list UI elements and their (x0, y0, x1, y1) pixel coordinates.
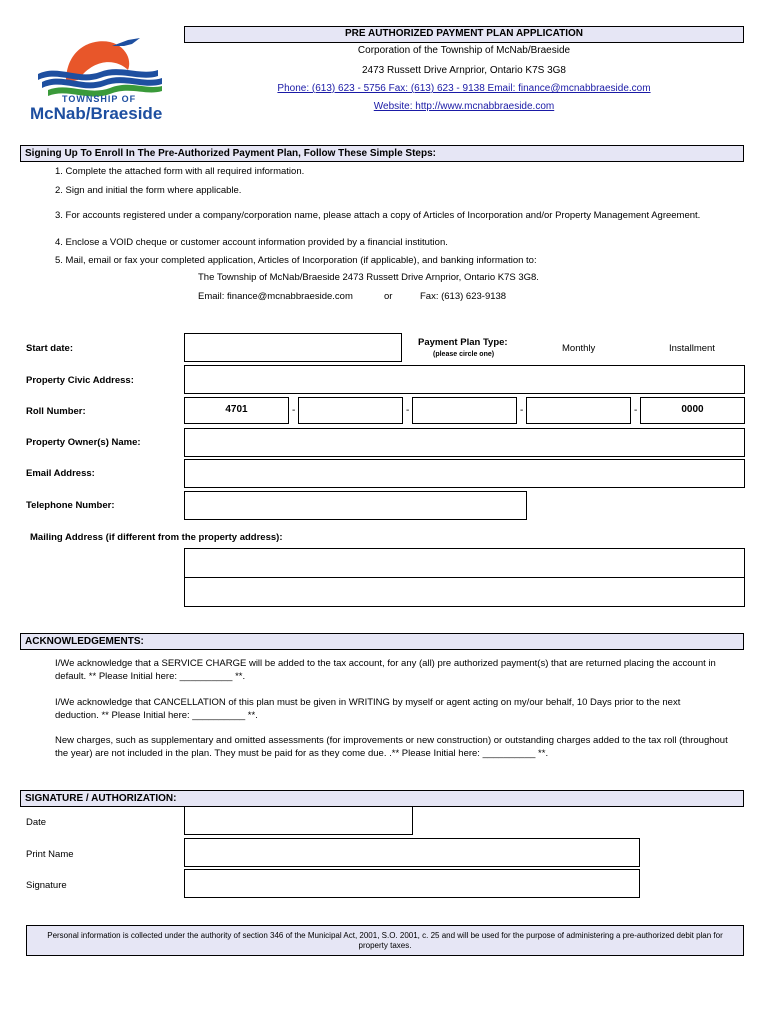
signature-title: SIGNATURE / AUTHORIZATION: (25, 793, 177, 804)
header-block (184, 26, 744, 126)
plan-type-hint: (please circle one) (433, 351, 495, 358)
sign-date-field[interactable] (184, 806, 413, 835)
logo-line1: TOWNSHIP OF (62, 94, 137, 104)
start-date-label: Start date: (26, 343, 73, 354)
roll-number-part-5-value: 0000 (681, 404, 704, 415)
mail-to-email: Email: finance@mcnabbraeside.com (198, 291, 353, 302)
owner-name-label: Property Owner(s) Name: (26, 437, 141, 448)
civic-address-label: Property Civic Address: (26, 375, 134, 386)
page-title: PRE AUTHORIZED PAYMENT PLAN APPLICATION (345, 28, 583, 39)
mail-to-fax: Fax: (613) 623-9138 (420, 291, 507, 302)
email-field[interactable] (184, 459, 745, 488)
phone-label: Telephone Number: (26, 500, 115, 511)
ack-service-charge: I/We acknowledge that a SERVICE CHARGE will be added to the tax account, for any (all) pre authorized payment(s) that are returned placing the account in default. ** Please Initial here: __________ **. (55, 658, 716, 682)
owner-name-field[interactable] (184, 428, 745, 457)
township-logo (28, 30, 180, 122)
header-website-link[interactable]: Website: http://www.mcnabbraeside.com (373, 101, 555, 112)
ack-new-charges: New charges, such as supplementary and omitted assessments (for improvements or new construction) or outstanding charges added to the tax roll (throughout the year) are not included in the plan. They must be paid for as they come due. .** Please Initial here: __________ **. (55, 735, 728, 759)
roll-sep-3: - (520, 405, 524, 416)
plan-option-installment[interactable]: Installment (669, 343, 715, 354)
header-org: Corporation of the Township of McNab/Braeside (357, 45, 571, 56)
roll-number-part-4[interactable] (526, 397, 631, 424)
plan-type-label: Payment Plan Type: (418, 337, 508, 348)
mail-to-or: or (384, 291, 393, 302)
step-1: 1. Complete the attached form with all required information. (55, 166, 305, 177)
signature-field[interactable] (184, 869, 640, 898)
mail-to-address: The Township of McNab/Braeside 2473 Russett Drive Arnprior, Ontario K7S 3G8. (198, 272, 539, 283)
roll-sep-4: - (634, 405, 638, 416)
roll-sep-1: - (292, 405, 296, 416)
phone-field[interactable] (184, 491, 527, 520)
step-4: 4. Enclose a VOID cheque or customer account information provided by a financial institution. (55, 237, 448, 248)
start-date-field[interactable] (184, 333, 402, 362)
plan-option-monthly[interactable]: Monthly (562, 343, 596, 354)
steps-title: Signing Up To Enroll In The Pre-Authorized Payment Plan, Follow These Simple Steps: (25, 148, 436, 159)
roll-sep-2: - (406, 405, 410, 416)
civic-address-field[interactable] (184, 365, 745, 394)
roll-number-part-5[interactable] (640, 397, 745, 424)
roll-number-label: Roll Number: (26, 406, 86, 417)
email-label: Email Address: (26, 468, 95, 479)
step-2: 2. Sign and initial the form where applicable. (55, 185, 242, 196)
sign-date-label: Date (26, 817, 47, 828)
ack-cancellation: I/We acknowledge that CANCELLATION of this plan must be given in WRITING by myself or agent acting on my/our behalf, 10 Days prior to the next deduction. ** Please Initial here: __________ **. (55, 697, 681, 721)
print-name-label: Print Name (26, 849, 74, 860)
step-5: 5. Mail, email or fax your completed application, Articles of Incorporation (if applicable), and banking information to: (55, 255, 537, 266)
ack-title: ACKNOWLEDGEMENTS: (25, 636, 144, 647)
roll-number-part-1[interactable] (184, 397, 289, 424)
print-name-field[interactable] (184, 838, 640, 867)
roll-number-part-3[interactable] (412, 397, 517, 424)
mailing-address-line-1[interactable] (184, 548, 745, 578)
logo-graphic-icon (28, 30, 180, 102)
header-contact-link[interactable]: Phone: (613) 623 - 5756 Fax: (613) 623 - 9138 Email: finance@mcnabbraeside.com (277, 83, 651, 94)
step-3: 3. For accounts registered under a company/corporation name, please attach a copy of Articles of Incorporation and/or Property Management Agreement. (55, 210, 701, 221)
roll-number-part-1-value: 4701 (225, 404, 248, 415)
header-address: 2473 Russett Drive Arnprior, Ontario K7S 3G8 (362, 65, 566, 76)
mailing-address-label: Mailing Address (if different from the property address): (30, 532, 283, 543)
privacy-notice: Personal information is collected under the authority of section 346 of the Municipal Act, 2001, S.O. 2001, c. 25 and will be used for the purpose of administering a pre-authorized debit plan for property taxes. (47, 931, 723, 950)
logo-line2: McNab/Braeside (30, 104, 163, 123)
roll-number-part-2[interactable] (298, 397, 403, 424)
signature-label: Signature (26, 880, 67, 891)
mailing-address-line-2[interactable] (184, 577, 745, 607)
